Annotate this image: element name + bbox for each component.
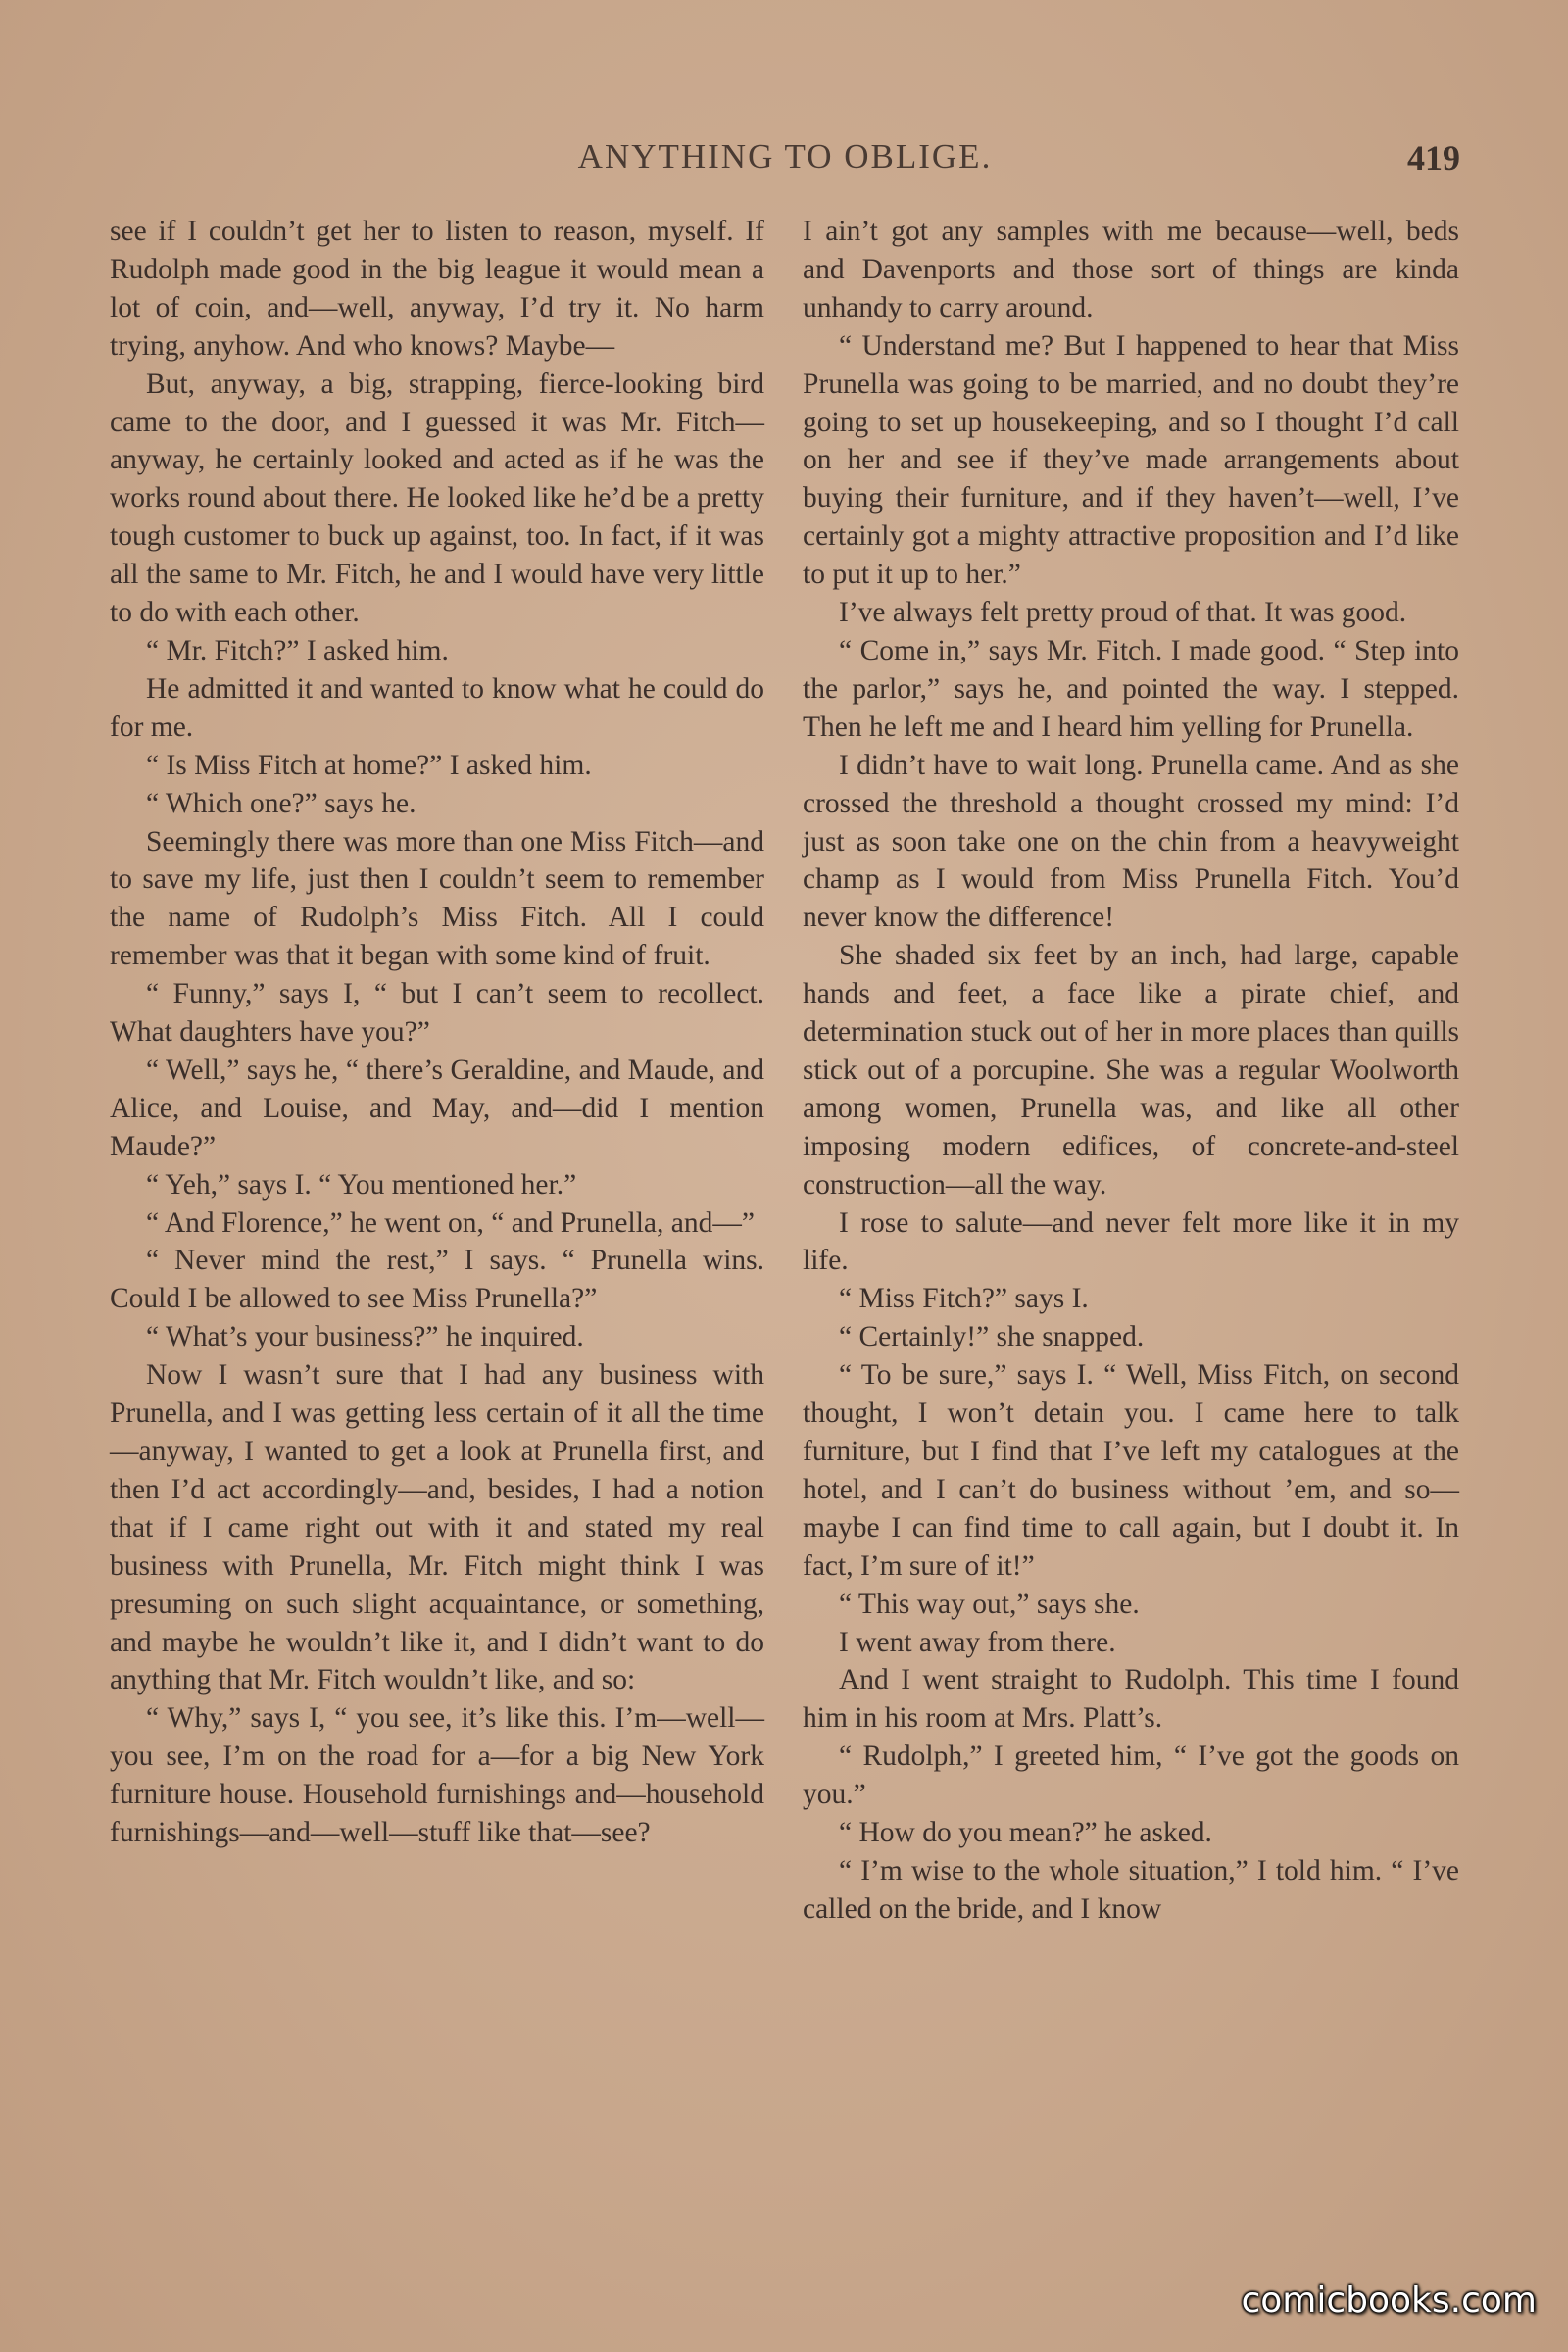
paragraph: I didn’t have to wait long. Prunella came. And as she crossed the threshold a thought crossed my mind: I’d just as soon take one on the chin from a heavyweight champ as I would from Miss Prunella Fitch. You’d never know the difference!: [803, 749, 1459, 934]
right-column: [803, 213, 1459, 1929]
paragraph: “ And Florence,” he went on, “ and Prunella, and—”: [146, 1206, 755, 1239]
paragraph: I ain’t got any samples with me because—well, beds and Davenports and those sort of things are kinda unhandy to carry around.: [803, 216, 1459, 323]
paragraph: I went away from there.: [839, 1626, 1116, 1658]
paragraph: “ Certainly!” she snapped.: [839, 1321, 1145, 1353]
paragraph: “ Come in,” says Mr. Fitch. I made good. “ Step into the parlor,” says he, and pointed the way. I stepped. Then he left me and I heard him yelling for Prunella.: [803, 634, 1459, 743]
paragraph: “ Yeh,” says I. “ You mentioned her.”: [146, 1168, 577, 1200]
paragraph: Seemingly there was more than one Miss Fitch—and to save my life, just then I couldn’t seem to remember the name of Rudolph’s Miss Fitch. All I could remember was that it began with some kind of fruit.: [110, 825, 764, 972]
paragraph: She shaded six feet by an inch, had large, capable hands and feet, a face like a pirate chief, and determination stuck out of her in more places than quills stick out of a porcupine. She was a regular Woolworth among women, Prunella was, and like all other imposing modern edifices, of concrete-and-steel construction—all the way.: [803, 940, 1459, 1200]
paragraph: “ Miss Fitch?” says I.: [839, 1283, 1089, 1315]
page-number: 419: [1407, 138, 1460, 177]
paragraph: He admitted it and wanted to know what he could do for me.: [110, 672, 764, 743]
paragraph: “ Well,” says he, “ there’s Geraldine, and Maude, and Alice, and Louise, and May, and—did I mention Maude?”: [110, 1054, 764, 1162]
paragraph: “ I’m wise to the whole situation,” I told him. “ I’ve called on the bride, and I know: [803, 1854, 1459, 1925]
paragraph: “ Mr. Fitch?” I asked him.: [146, 634, 449, 666]
paragraph: “ This way out,” says she.: [839, 1588, 1140, 1620]
paragraph: “ What’s your business?” he inquired.: [146, 1321, 584, 1353]
paragraph: Now I wasn’t sure that I had any business with Prunella, and I was getting less certain of it all the time—anyway, I wanted to get a look at Prunella first, and then I’d act accordingly—and, besides, I had a notion that if I came right out with it and stated my real business with Prunella, Mr. Fitch might think I was presuming on such slight acquaintance, or something, and maybe he wouldn’t like it, and I didn’t want to do anything that Mr. Fitch wouldn’t like, and so:: [110, 1359, 764, 1696]
paragraph: And I went straight to Rudolph. This time I found him in his room at Mrs. Platt’s.: [803, 1664, 1459, 1735]
paragraph: “ To be sure,” says I. “ Well, Miss Fitch, on second thought, I won’t detain you. I came here to talk furniture, but I find that I’ve left my catalogues at the hotel, and I can’t do business without ’em, and so—maybe I can find time to call again, but I doubt it. In fact, I’m sure of it!”: [803, 1359, 1459, 1582]
running-title: ANYTHING TO OBLIGE.: [577, 137, 993, 175]
paragraph: see if I couldn’t get her to listen to reason, myself. If Rudolph made good in the big league it would mean a lot of coin, and—well, anyway, I’d try it. No harm trying, anyhow. And who knows? Maybe—: [110, 216, 764, 362]
paragraph: “ Never mind the rest,” I says. “ Prunella wins. Could I be allowed to see Miss Prunella?”: [110, 1245, 764, 1315]
paragraph: I rose to salute—and never felt more like it in my life.: [803, 1206, 1459, 1277]
paragraph: “ Funny,” says I, “ but I can’t seem to recollect. What daughters have you?”: [110, 978, 764, 1049]
paragraph: “ Why,” says I, “ you see, it’s like this. I’m—well—you see, I’m on the road for a—for a big New York furniture house. Household furnishings and—household furnishings—and—well—stuff like that—see?: [110, 1702, 764, 1849]
watermark: comicbooks.com: [1241, 2280, 1537, 2321]
paragraph: “ Which one?” says he.: [146, 787, 416, 819]
page-header: [110, 137, 1460, 186]
left-column: [110, 213, 764, 1852]
paragraph: I’ve always felt pretty proud of that. It was good.: [839, 597, 1407, 629]
paragraph: “ Understand me? But I happened to hear that Miss Prunella was going to be married, and no doubt they’re going to set up housekeeping, and so I thought I’d call on her and see if they’ve made arrangements about buying their furniture, and if they haven’t—well, I’ve certainly got a mighty attractive proposition and I’d like to put it up to her.”: [803, 329, 1459, 591]
paragraph: “ Rudolph,” I greeted him, “ I’ve got the goods on you.”: [803, 1740, 1459, 1811]
paragraph: “ How do you mean?” he asked.: [839, 1817, 1212, 1849]
paragraph: But, anyway, a big, strapping, fierce-looking bird came to the door, and I guessed it was Mr. Fitch—anyway, he certainly looked and acted as if he was the works round about there. He looked like he’d be a pretty tough customer to buck up against, too. In fact, if it was all the same to Mr. Fitch, he and I would have very little to do with each other.: [110, 368, 764, 629]
paragraph: “ Is Miss Fitch at home?” I asked him.: [146, 749, 592, 781]
